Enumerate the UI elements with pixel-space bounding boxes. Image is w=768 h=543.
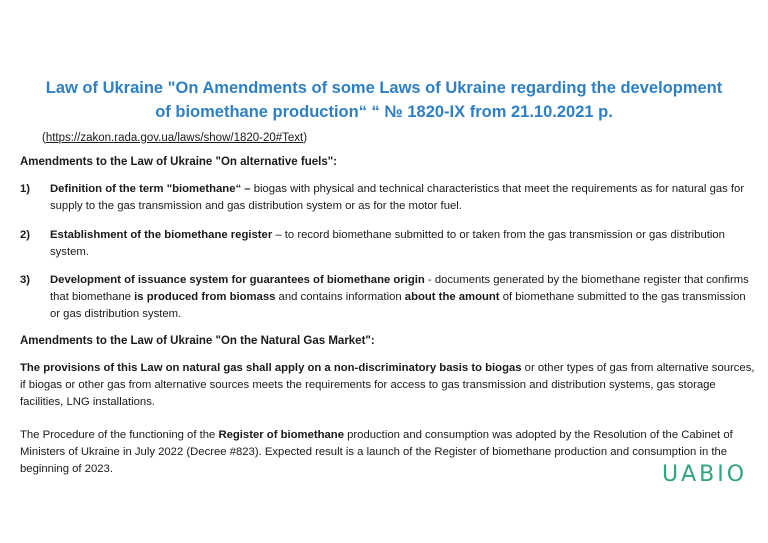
item-number: 3) xyxy=(20,274,31,286)
page-title xyxy=(30,76,738,124)
item-emphasis: is produced from biomass xyxy=(134,291,276,303)
item-term: Definition of the term "biomethane“ – xyxy=(50,183,251,195)
item-text: biogas with physical and technical characteristics that meet the requirements as for natural gas for supply to the gas transmission and gas distribution system or as for the motor fuel. xyxy=(50,183,745,212)
item-term: Establishment of the biomethane register xyxy=(50,229,273,241)
paragraph-emphasis: Register of biomethane xyxy=(218,429,344,441)
item-text: – to record biomethane submitted to or taken from the gas transmission or gas distribution system. xyxy=(50,229,725,258)
item-number: 2) xyxy=(20,229,31,241)
natural-gas-paragraph xyxy=(20,360,756,411)
item-body xyxy=(50,272,750,323)
source-link-wrapper xyxy=(42,132,307,144)
closing-paragraph xyxy=(20,427,756,478)
paragraph-text: or other types of gas from alternative sources, if biogas or other gas from alternative sources meets the requirements for access to gas transmission and distribution systems, gas storage facilities, LNG installations. xyxy=(20,362,755,408)
item-emphasis: about the amount xyxy=(404,291,500,303)
item-text: and contains information xyxy=(275,291,405,303)
title-line-2: of biomethane production“ “ № 1820-IX from 21.10.2021 р. xyxy=(155,103,613,121)
source-link[interactable]: https://zakon.rada.gov.ua/laws/show/1820-20#Text xyxy=(45,132,304,144)
paragraph-text: The Procedure of the functioning of the xyxy=(20,429,219,441)
section-heading-alternative-fuels: Amendments to the Law of Ukraine "On alternative fuels": xyxy=(20,156,337,168)
item-text: of biomethane submitted to the gas transmission or gas distribution system. xyxy=(50,291,746,320)
item-body xyxy=(50,181,750,215)
item-term: Development of issuance system for guarantees of biomethane origin xyxy=(50,274,425,286)
item-text: - documents generated by the biomethane register that confirms that biomethane xyxy=(50,274,749,303)
paragraph-text: production and consumption was adopted by the Resolution of the Cabinet of Ministers of Ukraine in July 2022 (Decree #823). Expected result is a launch of the Register of biomethane production and consumption in the beginning of 2023. xyxy=(20,429,733,475)
uabio-logo: UABIO xyxy=(662,462,748,487)
item-body xyxy=(50,227,750,261)
section-heading-natural-gas-market: Amendments to the Law of Ukraine "On the Natural Gas Market": xyxy=(20,335,375,347)
item-number: 1) xyxy=(20,183,31,195)
source-open-paren: ( xyxy=(42,132,46,144)
paragraph-emphasis: The provisions of this Law on natural gas shall apply on a non-discriminatory basis to biogas xyxy=(20,362,522,374)
source-close-paren: ) xyxy=(303,132,308,144)
title-line-1: Law of Ukraine "On Amendments of some Laws of Ukraine regarding the development xyxy=(45,79,723,97)
